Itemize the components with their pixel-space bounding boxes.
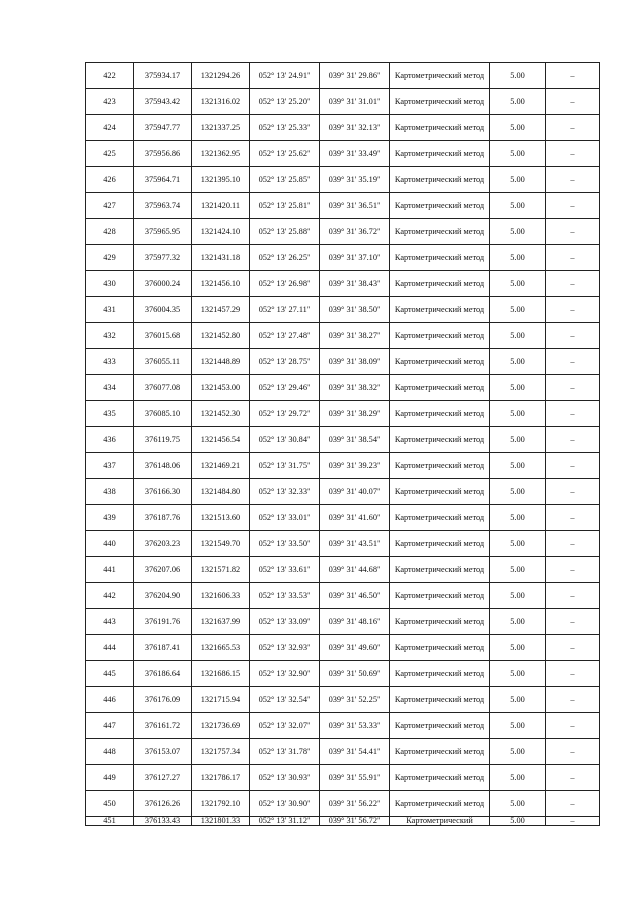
point-number-cell: 436 [86, 427, 134, 453]
table-row [86, 557, 600, 583]
table-row [86, 401, 600, 427]
accuracy-cell: 5.00 [490, 765, 546, 791]
latitude-cell: 052° 13' 25.81" [250, 193, 320, 219]
x-coordinate-cell: 375934.17 [134, 63, 192, 89]
latitude-cell: 052° 13' 25.33" [250, 115, 320, 141]
point-number-cell: 444 [86, 635, 134, 661]
point-number-cell: 451 [86, 817, 134, 826]
method-cell: Картометрический метод [390, 765, 490, 791]
y-coordinate-cell: 1321715.94 [192, 687, 250, 713]
point-number-cell: 446 [86, 687, 134, 713]
y-coordinate-cell: 1321337.25 [192, 115, 250, 141]
note-cell: – [546, 817, 600, 826]
y-coordinate-cell: 1321571.82 [192, 557, 250, 583]
longitude-cell: 039° 31' 50.69" [320, 661, 390, 687]
method-cell: Картометрический метод [390, 193, 490, 219]
latitude-cell: 052° 13' 31.12" [250, 817, 320, 826]
latitude-cell: 052° 13' 32.93" [250, 635, 320, 661]
note-cell: – [546, 323, 600, 349]
latitude-cell: 052° 13' 31.75" [250, 453, 320, 479]
longitude-cell: 039° 31' 37.10" [320, 245, 390, 271]
latitude-cell: 052° 13' 33.61" [250, 557, 320, 583]
latitude-cell: 052° 13' 25.88" [250, 219, 320, 245]
y-coordinate-cell: 1321316.02 [192, 89, 250, 115]
note-cell: – [546, 687, 600, 713]
method-cell: Картометрический метод [390, 479, 490, 505]
x-coordinate-cell: 376148.06 [134, 453, 192, 479]
x-coordinate-cell: 376187.41 [134, 635, 192, 661]
note-cell: – [546, 115, 600, 141]
longitude-cell: 039° 31' 56.22" [320, 791, 390, 817]
longitude-cell: 039° 31' 55.91" [320, 765, 390, 791]
point-number-cell: 423 [86, 89, 134, 115]
accuracy-cell: 5.00 [490, 687, 546, 713]
table-row [86, 427, 600, 453]
accuracy-cell: 5.00 [490, 609, 546, 635]
point-number-cell: 428 [86, 219, 134, 245]
method-cell: Картометрический метод [390, 427, 490, 453]
method-cell: Картометрический [390, 817, 490, 826]
accuracy-cell: 5.00 [490, 557, 546, 583]
table-row [86, 791, 600, 817]
longitude-cell: 039° 31' 43.51" [320, 531, 390, 557]
table-row [86, 713, 600, 739]
longitude-cell: 039° 31' 38.50" [320, 297, 390, 323]
y-coordinate-cell: 1321424.10 [192, 219, 250, 245]
x-coordinate-cell: 375963.74 [134, 193, 192, 219]
method-cell: Картометрический метод [390, 713, 490, 739]
latitude-cell: 052° 13' 26.25" [250, 245, 320, 271]
method-cell: Картометрический метод [390, 661, 490, 687]
x-coordinate-cell: 376077.08 [134, 375, 192, 401]
x-coordinate-cell: 375977.32 [134, 245, 192, 271]
point-number-cell: 450 [86, 791, 134, 817]
note-cell: – [546, 479, 600, 505]
method-cell: Картометрический метод [390, 323, 490, 349]
y-coordinate-cell: 1321757.34 [192, 739, 250, 765]
accuracy-cell: 5.00 [490, 505, 546, 531]
latitude-cell: 052° 13' 32.33" [250, 479, 320, 505]
method-cell: Картометрический метод [390, 505, 490, 531]
y-coordinate-cell: 1321294.26 [192, 63, 250, 89]
accuracy-cell: 5.00 [490, 323, 546, 349]
note-cell: – [546, 297, 600, 323]
longitude-cell: 039° 31' 38.09" [320, 349, 390, 375]
table-row [86, 687, 600, 713]
longitude-cell: 039° 31' 54.41" [320, 739, 390, 765]
method-cell: Картометрический метод [390, 349, 490, 375]
method-cell: Картометрический метод [390, 167, 490, 193]
point-number-cell: 435 [86, 401, 134, 427]
latitude-cell: 052° 13' 32.54" [250, 687, 320, 713]
point-number-cell: 438 [86, 479, 134, 505]
table-row [86, 245, 600, 271]
latitude-cell: 052° 13' 33.53" [250, 583, 320, 609]
longitude-cell: 039° 31' 33.49" [320, 141, 390, 167]
accuracy-cell: 5.00 [490, 349, 546, 375]
x-coordinate-cell: 376176.09 [134, 687, 192, 713]
method-cell: Картометрический метод [390, 141, 490, 167]
y-coordinate-cell: 1321792.10 [192, 791, 250, 817]
y-coordinate-cell: 1321469.21 [192, 453, 250, 479]
x-coordinate-cell: 376004.35 [134, 297, 192, 323]
latitude-cell: 052° 13' 33.09" [250, 609, 320, 635]
latitude-cell: 052° 13' 31.78" [250, 739, 320, 765]
y-coordinate-cell: 1321513.60 [192, 505, 250, 531]
accuracy-cell: 5.00 [490, 245, 546, 271]
table-row [86, 115, 600, 141]
point-number-cell: 422 [86, 63, 134, 89]
table-row [86, 453, 600, 479]
table-row [86, 193, 600, 219]
point-number-cell: 439 [86, 505, 134, 531]
x-coordinate-cell: 376015.68 [134, 323, 192, 349]
point-number-cell: 447 [86, 713, 134, 739]
accuracy-cell: 5.00 [490, 713, 546, 739]
note-cell: – [546, 141, 600, 167]
point-number-cell: 429 [86, 245, 134, 271]
table-row [86, 505, 600, 531]
latitude-cell: 052° 13' 26.98" [250, 271, 320, 297]
table-body [86, 63, 600, 826]
x-coordinate-cell: 376203.23 [134, 531, 192, 557]
note-cell: – [546, 349, 600, 375]
longitude-cell: 039° 31' 29.86" [320, 63, 390, 89]
latitude-cell: 052° 13' 25.85" [250, 167, 320, 193]
note-cell: – [546, 635, 600, 661]
y-coordinate-cell: 1321395.10 [192, 167, 250, 193]
y-coordinate-cell: 1321665.53 [192, 635, 250, 661]
x-coordinate-cell: 375965.95 [134, 219, 192, 245]
x-coordinate-cell: 376085.10 [134, 401, 192, 427]
table-row [86, 63, 600, 89]
longitude-cell: 039° 31' 36.51" [320, 193, 390, 219]
note-cell: – [546, 245, 600, 271]
point-number-cell: 430 [86, 271, 134, 297]
table-row [86, 583, 600, 609]
table-row [86, 479, 600, 505]
latitude-cell: 052° 13' 32.90" [250, 661, 320, 687]
y-coordinate-cell: 1321549.70 [192, 531, 250, 557]
longitude-cell: 039° 31' 31.01" [320, 89, 390, 115]
table-row [86, 817, 600, 826]
x-coordinate-cell: 376000.24 [134, 271, 192, 297]
latitude-cell: 052° 13' 33.01" [250, 505, 320, 531]
note-cell: – [546, 765, 600, 791]
y-coordinate-cell: 1321786.17 [192, 765, 250, 791]
method-cell: Картометрический метод [390, 453, 490, 479]
x-coordinate-cell: 375964.71 [134, 167, 192, 193]
y-coordinate-cell: 1321606.33 [192, 583, 250, 609]
y-coordinate-cell: 1321457.29 [192, 297, 250, 323]
note-cell: – [546, 609, 600, 635]
accuracy-cell: 5.00 [490, 401, 546, 427]
accuracy-cell: 5.00 [490, 141, 546, 167]
note-cell: – [546, 89, 600, 115]
accuracy-cell: 5.00 [490, 583, 546, 609]
longitude-cell: 039° 31' 53.33" [320, 713, 390, 739]
accuracy-cell: 5.00 [490, 219, 546, 245]
method-cell: Картометрический метод [390, 89, 490, 115]
accuracy-cell: 5.00 [490, 375, 546, 401]
longitude-cell: 039° 31' 41.60" [320, 505, 390, 531]
longitude-cell: 039° 31' 44.68" [320, 557, 390, 583]
point-number-cell: 433 [86, 349, 134, 375]
latitude-cell: 052° 13' 29.72" [250, 401, 320, 427]
table-row [86, 609, 600, 635]
accuracy-cell: 5.00 [490, 479, 546, 505]
x-coordinate-cell: 376126.26 [134, 791, 192, 817]
y-coordinate-cell: 1321456.10 [192, 271, 250, 297]
method-cell: Картометрический метод [390, 557, 490, 583]
accuracy-cell: 5.00 [490, 739, 546, 765]
longitude-cell: 039° 31' 35.19" [320, 167, 390, 193]
x-coordinate-cell: 376204.90 [134, 583, 192, 609]
method-cell: Картометрический метод [390, 375, 490, 401]
latitude-cell: 052° 13' 27.11" [250, 297, 320, 323]
point-number-cell: 424 [86, 115, 134, 141]
table-row [86, 271, 600, 297]
method-cell: Картометрический метод [390, 219, 490, 245]
x-coordinate-cell: 376127.27 [134, 765, 192, 791]
method-cell: Картометрический метод [390, 609, 490, 635]
point-number-cell: 445 [86, 661, 134, 687]
longitude-cell: 039° 31' 48.16" [320, 609, 390, 635]
method-cell: Картометрический метод [390, 245, 490, 271]
accuracy-cell: 5.00 [490, 167, 546, 193]
accuracy-cell: 5.00 [490, 531, 546, 557]
x-coordinate-cell: 376119.75 [134, 427, 192, 453]
longitude-cell: 039° 31' 32.13" [320, 115, 390, 141]
latitude-cell: 052° 13' 29.46" [250, 375, 320, 401]
accuracy-cell: 5.00 [490, 63, 546, 89]
method-cell: Картометрический метод [390, 791, 490, 817]
x-coordinate-cell: 376191.76 [134, 609, 192, 635]
method-cell: Картометрический метод [390, 739, 490, 765]
method-cell: Картометрический метод [390, 115, 490, 141]
y-coordinate-cell: 1321362.95 [192, 141, 250, 167]
x-coordinate-cell: 376166.30 [134, 479, 192, 505]
note-cell: – [546, 505, 600, 531]
point-number-cell: 440 [86, 531, 134, 557]
note-cell: – [546, 453, 600, 479]
y-coordinate-cell: 1321452.30 [192, 401, 250, 427]
point-number-cell: 443 [86, 609, 134, 635]
point-number-cell: 437 [86, 453, 134, 479]
x-coordinate-cell: 376207.06 [134, 557, 192, 583]
table-row [86, 765, 600, 791]
longitude-cell: 039° 31' 38.32" [320, 375, 390, 401]
accuracy-cell: 5.00 [490, 115, 546, 141]
note-cell: – [546, 193, 600, 219]
note-cell: – [546, 375, 600, 401]
longitude-cell: 039° 31' 49.60" [320, 635, 390, 661]
point-number-cell: 434 [86, 375, 134, 401]
point-number-cell: 441 [86, 557, 134, 583]
table-row [86, 531, 600, 557]
latitude-cell: 052° 13' 33.50" [250, 531, 320, 557]
y-coordinate-cell: 1321452.80 [192, 323, 250, 349]
table-row [86, 167, 600, 193]
table-row [86, 739, 600, 765]
table-row [86, 323, 600, 349]
note-cell: – [546, 531, 600, 557]
note-cell: – [546, 271, 600, 297]
accuracy-cell: 5.00 [490, 661, 546, 687]
longitude-cell: 039° 31' 46.50" [320, 583, 390, 609]
y-coordinate-cell: 1321736.69 [192, 713, 250, 739]
table-row [86, 141, 600, 167]
method-cell: Картометрический метод [390, 401, 490, 427]
method-cell: Картометрический метод [390, 297, 490, 323]
point-number-cell: 425 [86, 141, 134, 167]
x-coordinate-cell: 375956.86 [134, 141, 192, 167]
accuracy-cell: 5.00 [490, 271, 546, 297]
accuracy-cell: 5.00 [490, 635, 546, 661]
method-cell: Картометрический метод [390, 531, 490, 557]
note-cell: – [546, 557, 600, 583]
point-number-cell: 449 [86, 765, 134, 791]
y-coordinate-cell: 1321420.11 [192, 193, 250, 219]
point-number-cell: 448 [86, 739, 134, 765]
longitude-cell: 039° 31' 52.25" [320, 687, 390, 713]
method-cell: Картометрический метод [390, 63, 490, 89]
method-cell: Картометрический метод [390, 583, 490, 609]
x-coordinate-cell: 375947.77 [134, 115, 192, 141]
coordinates-table [85, 62, 600, 826]
latitude-cell: 052° 13' 32.07" [250, 713, 320, 739]
longitude-cell: 039° 31' 38.43" [320, 271, 390, 297]
note-cell: – [546, 219, 600, 245]
x-coordinate-cell: 375943.42 [134, 89, 192, 115]
latitude-cell: 052° 13' 25.20" [250, 89, 320, 115]
y-coordinate-cell: 1321453.00 [192, 375, 250, 401]
table-row [86, 375, 600, 401]
latitude-cell: 052° 13' 30.90" [250, 791, 320, 817]
accuracy-cell: 5.00 [490, 791, 546, 817]
accuracy-cell: 5.00 [490, 453, 546, 479]
note-cell: – [546, 427, 600, 453]
latitude-cell: 052° 13' 27.48" [250, 323, 320, 349]
note-cell: – [546, 661, 600, 687]
note-cell: – [546, 401, 600, 427]
y-coordinate-cell: 1321637.99 [192, 609, 250, 635]
accuracy-cell: 5.00 [490, 817, 546, 826]
x-coordinate-cell: 376186.64 [134, 661, 192, 687]
accuracy-cell: 5.00 [490, 193, 546, 219]
x-coordinate-cell: 376161.72 [134, 713, 192, 739]
note-cell: – [546, 713, 600, 739]
y-coordinate-cell: 1321801.33 [192, 817, 250, 826]
x-coordinate-cell: 376153.07 [134, 739, 192, 765]
point-number-cell: 431 [86, 297, 134, 323]
y-coordinate-cell: 1321448.89 [192, 349, 250, 375]
x-coordinate-cell: 376133.43 [134, 817, 192, 826]
point-number-cell: 442 [86, 583, 134, 609]
longitude-cell: 039° 31' 40.07" [320, 479, 390, 505]
longitude-cell: 039° 31' 36.72" [320, 219, 390, 245]
x-coordinate-cell: 376055.11 [134, 349, 192, 375]
accuracy-cell: 5.00 [490, 427, 546, 453]
point-number-cell: 427 [86, 193, 134, 219]
latitude-cell: 052° 13' 30.93" [250, 765, 320, 791]
latitude-cell: 052° 13' 30.84" [250, 427, 320, 453]
y-coordinate-cell: 1321484.80 [192, 479, 250, 505]
latitude-cell: 052° 13' 25.62" [250, 141, 320, 167]
table-row [86, 297, 600, 323]
longitude-cell: 039° 31' 56.72" [320, 817, 390, 826]
table-row [86, 89, 600, 115]
latitude-cell: 052° 13' 24.91" [250, 63, 320, 89]
table-row [86, 661, 600, 687]
longitude-cell: 039° 31' 39.23" [320, 453, 390, 479]
longitude-cell: 039° 31' 38.29" [320, 401, 390, 427]
method-cell: Картометрический метод [390, 687, 490, 713]
method-cell: Картометрический метод [390, 635, 490, 661]
table-row [86, 349, 600, 375]
note-cell: – [546, 791, 600, 817]
note-cell: – [546, 583, 600, 609]
note-cell: – [546, 167, 600, 193]
method-cell: Картометрический метод [390, 271, 490, 297]
x-coordinate-cell: 376187.76 [134, 505, 192, 531]
table-row [86, 635, 600, 661]
longitude-cell: 039° 31' 38.54" [320, 427, 390, 453]
point-number-cell: 432 [86, 323, 134, 349]
y-coordinate-cell: 1321456.54 [192, 427, 250, 453]
accuracy-cell: 5.00 [490, 297, 546, 323]
note-cell: – [546, 739, 600, 765]
table-row [86, 219, 600, 245]
note-cell: – [546, 63, 600, 89]
point-number-cell: 426 [86, 167, 134, 193]
y-coordinate-cell: 1321431.18 [192, 245, 250, 271]
longitude-cell: 039° 31' 38.27" [320, 323, 390, 349]
latitude-cell: 052° 13' 28.75" [250, 349, 320, 375]
accuracy-cell: 5.00 [490, 89, 546, 115]
y-coordinate-cell: 1321686.15 [192, 661, 250, 687]
